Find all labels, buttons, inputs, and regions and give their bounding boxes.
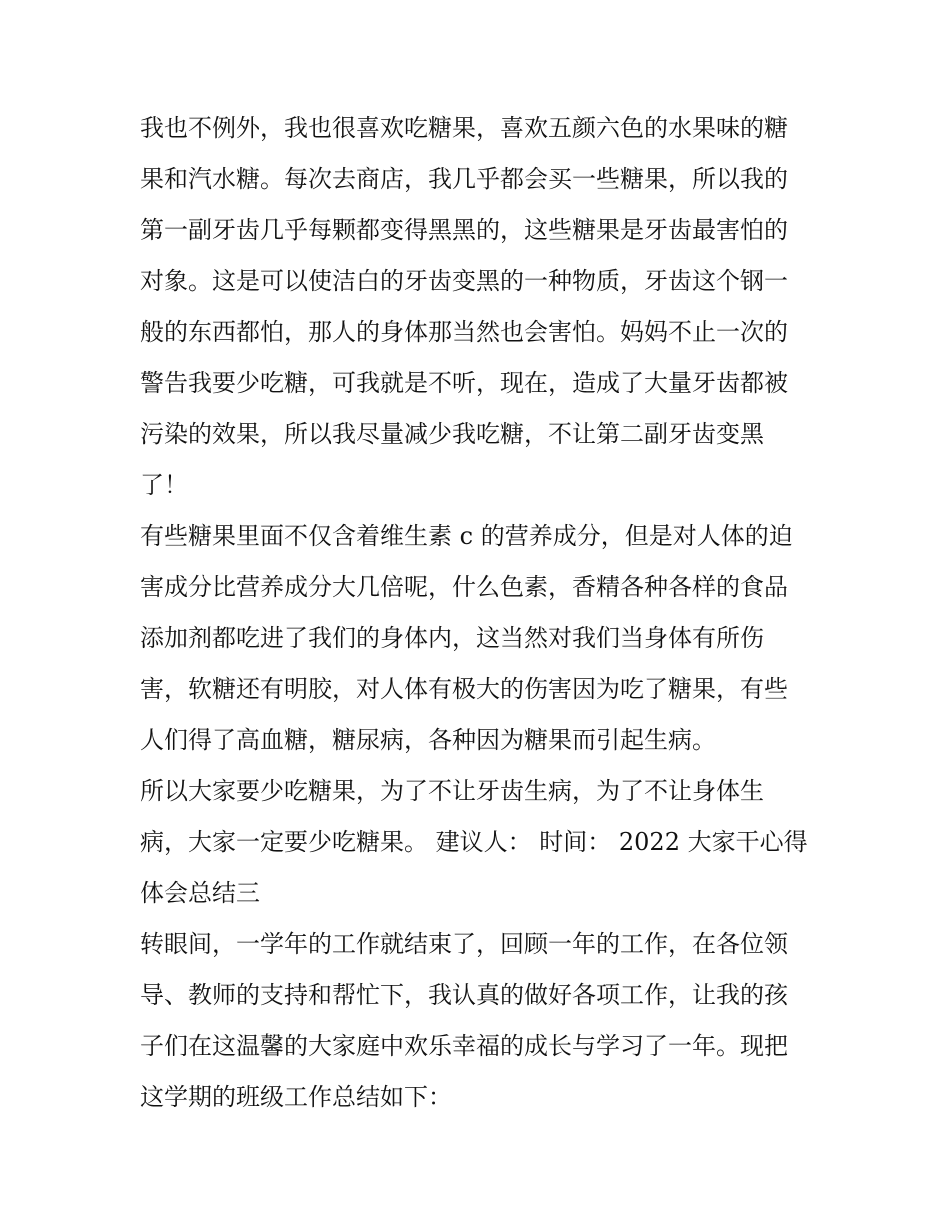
text-line: 我也不例外，我也很喜欢吃糖果，喜欢五颜六色的水果味的糖 [140,114,788,142]
text-line: 这学期的班级工作总结如下： [140,1083,452,1111]
text-line: 警告我要少吃糖，可我就是不听，现在，造成了大量牙齿都被 [140,369,788,397]
text-line: 人们得了高血糖，糖尿病，各种因为糖果而引起生病。 [140,726,716,754]
text-line: 导、教师的支持和帮忙下，我认真的做好各项工作，让我的孩 [140,981,788,1009]
text-line: 病，大家一定要少吃糖果。 建议人： 时间： 2022 大家干心得 [140,828,808,856]
text-line: 对象。这是可以使洁白的牙齿变黑的一种物质，牙齿这个钢一 [140,267,788,295]
text-line: 添加剂都吃进了我们的身体内，这当然对我们当身体有所伤 [140,624,764,652]
text-line: 般的东西都怕，那人的身体那当然也会害怕。妈妈不止一次的 [140,318,788,346]
text-line: 第一副牙齿几乎每颗都变得黑黑的，这些糖果是牙齿最害怕的 [140,216,788,244]
text-line: 所以大家要少吃糖果，为了不让牙齿生病，为了不让身体生 [140,777,764,805]
text-line: 害成分比营养成分大几倍呢，什么色素，香精各种各样的食品 [140,573,788,601]
text-line: 体会总结三 [140,879,260,907]
text-line: 污染的效果，所以我尽量减少我吃糖，不让第二副牙齿变黑 [140,420,764,448]
text-line: 子们在这温馨的大家庭中欢乐幸福的成长与学习了一年。现把 [140,1032,788,1060]
text-line: 转眼间，一学年的工作就结束了，回顾一年的工作，在各位领 [140,930,788,958]
text-line: 了！ [140,471,188,499]
text-line: 有些糖果里面不仅含着维生素 c 的营养成分，但是对人体的迫 [140,522,793,550]
text-line: 害，软糖还有明胶，对人体有极大的伤害因为吃了糖果，有些 [140,675,788,703]
text-line: 果和汽水糖。每次去商店，我几乎都会买一些糖果，所以我的 [140,165,788,193]
document-body [140,103,820,1123]
